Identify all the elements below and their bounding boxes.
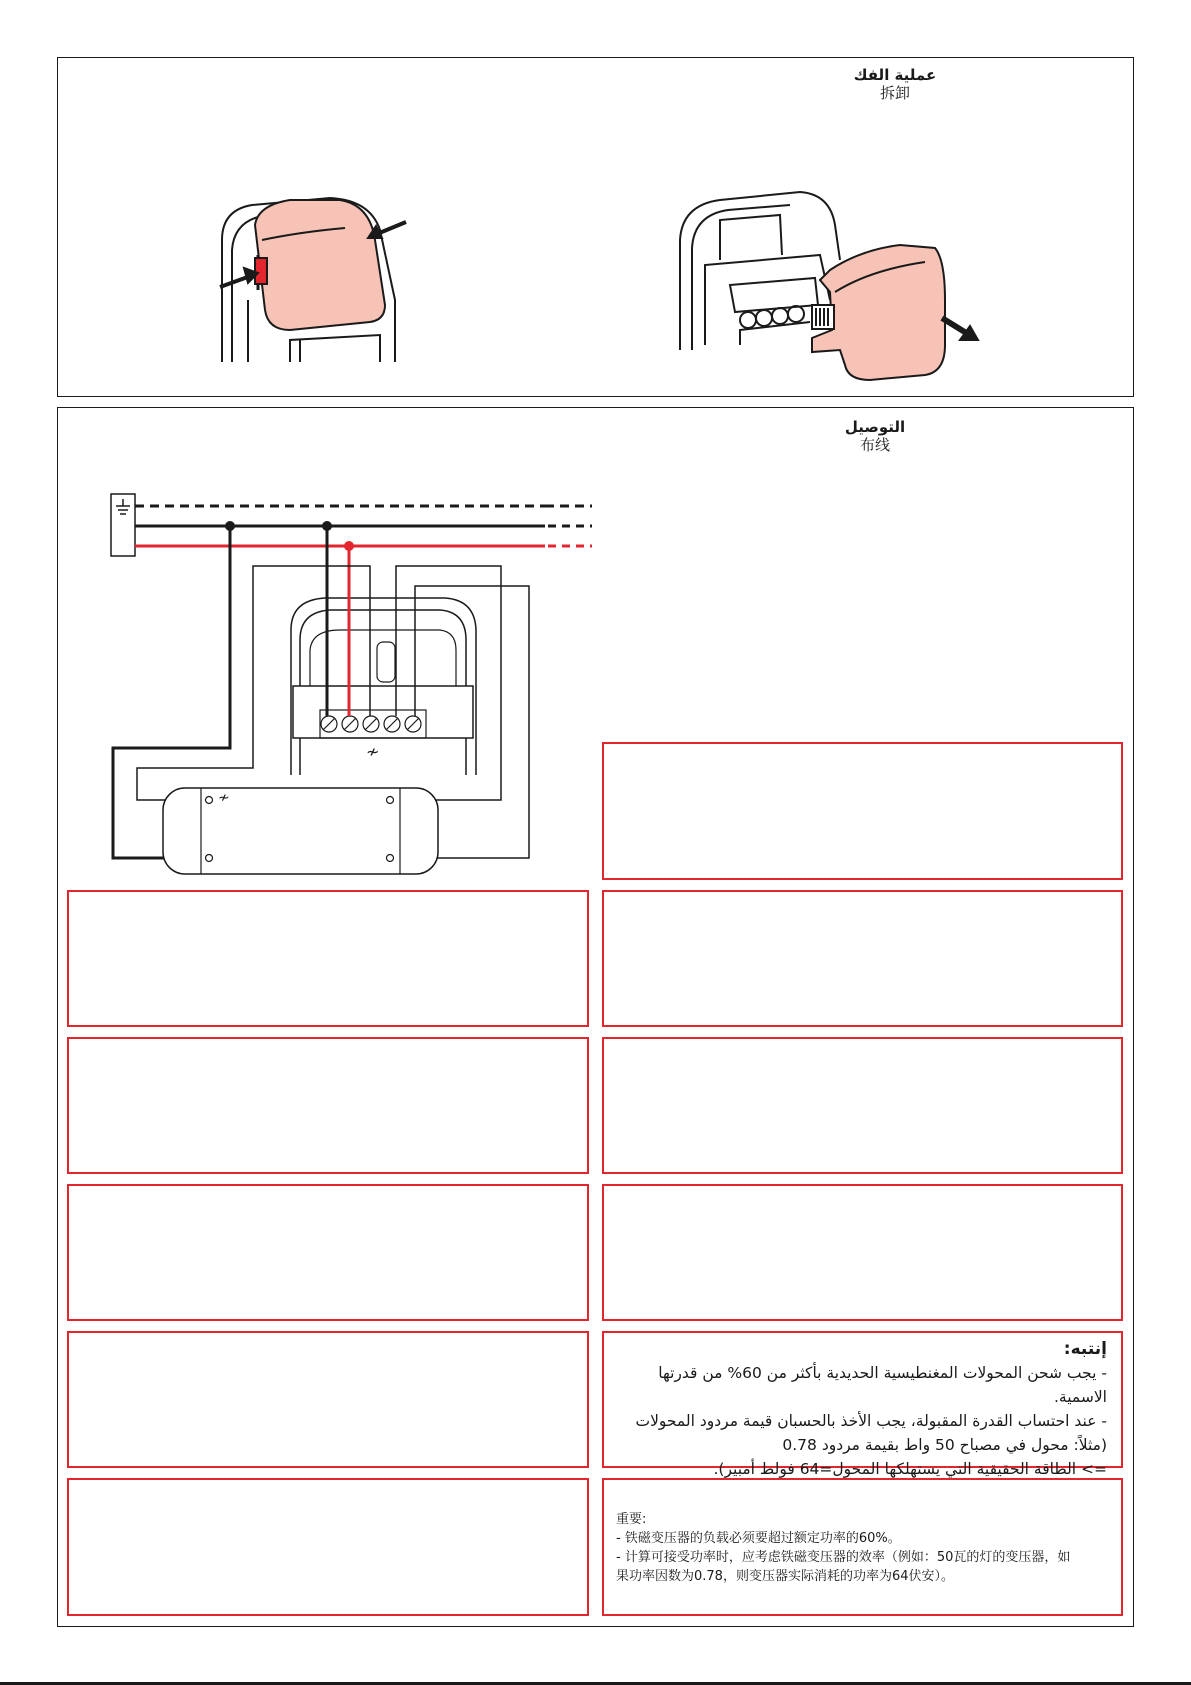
dismantle-right-illustration [680, 192, 978, 380]
note-box-left-3 [67, 1184, 589, 1321]
arabic-caution-line-1: - يجب شحن المحولات المغنطيسية الحديدية بأكثر من 60% من قدرتها الاسمية. [658, 1364, 1107, 1406]
transformer [163, 788, 438, 874]
wiring-title-ar: التوصيل [844, 418, 906, 436]
dimmer-ac-symbol: ≁ [366, 742, 380, 761]
chinese-caution-line-1: - 铁磁变压器的负载必须要超过额定功率的60%。 [616, 1531, 901, 1546]
chinese-caution-line-2: - 计算可接受功率时，应考虑铁磁变压器的效率（例如：50瓦的灯的变压器，如果功率因数为0.78，则变压器实际消耗的功率为64伏安）。 [616, 1550, 1071, 1584]
arabic-caution-line-4: => الطاقة الحقيقية التي يستهلكها المحول=64 فولط أمبير). [713, 1460, 1107, 1478]
chinese-caution-heading: 重要: [616, 1512, 647, 1527]
wiring-title-zh: 布线 [859, 436, 890, 454]
note-box-right-4 [602, 1184, 1123, 1321]
note-box-right-2 [602, 890, 1123, 1027]
chinese-caution-note [602, 1478, 1123, 1616]
dismantle-title-ar: عملية الفك [853, 66, 937, 84]
arabic-caution-line-3: (مثلاً: محول في مصباح 50 واط بقيمة مردود 0.78 [782, 1436, 1107, 1454]
note-box-left-5 [67, 1478, 589, 1616]
transformer-ac-symbol: ≁ [218, 790, 230, 806]
note-box-right-3 [602, 1037, 1123, 1174]
note-box-left-2 [67, 1037, 589, 1174]
arabic-caution-line-2: - عند احتساب القدرة المقبولة، يجب الأخذ بالحسبان قيمة مردود المحولات [635, 1412, 1107, 1430]
note-box-right-1 [602, 742, 1123, 880]
dismantle-title-zh: 拆卸 [879, 84, 910, 102]
arabic-caution-heading: إنتبه: [1063, 1339, 1107, 1359]
note-box-left-4 [67, 1331, 589, 1468]
note-box-left-1 [67, 890, 589, 1027]
wiring-diagram [111, 494, 592, 874]
dismantle-left-illustration [220, 198, 406, 362]
arabic-caution-note [602, 1331, 1123, 1478]
